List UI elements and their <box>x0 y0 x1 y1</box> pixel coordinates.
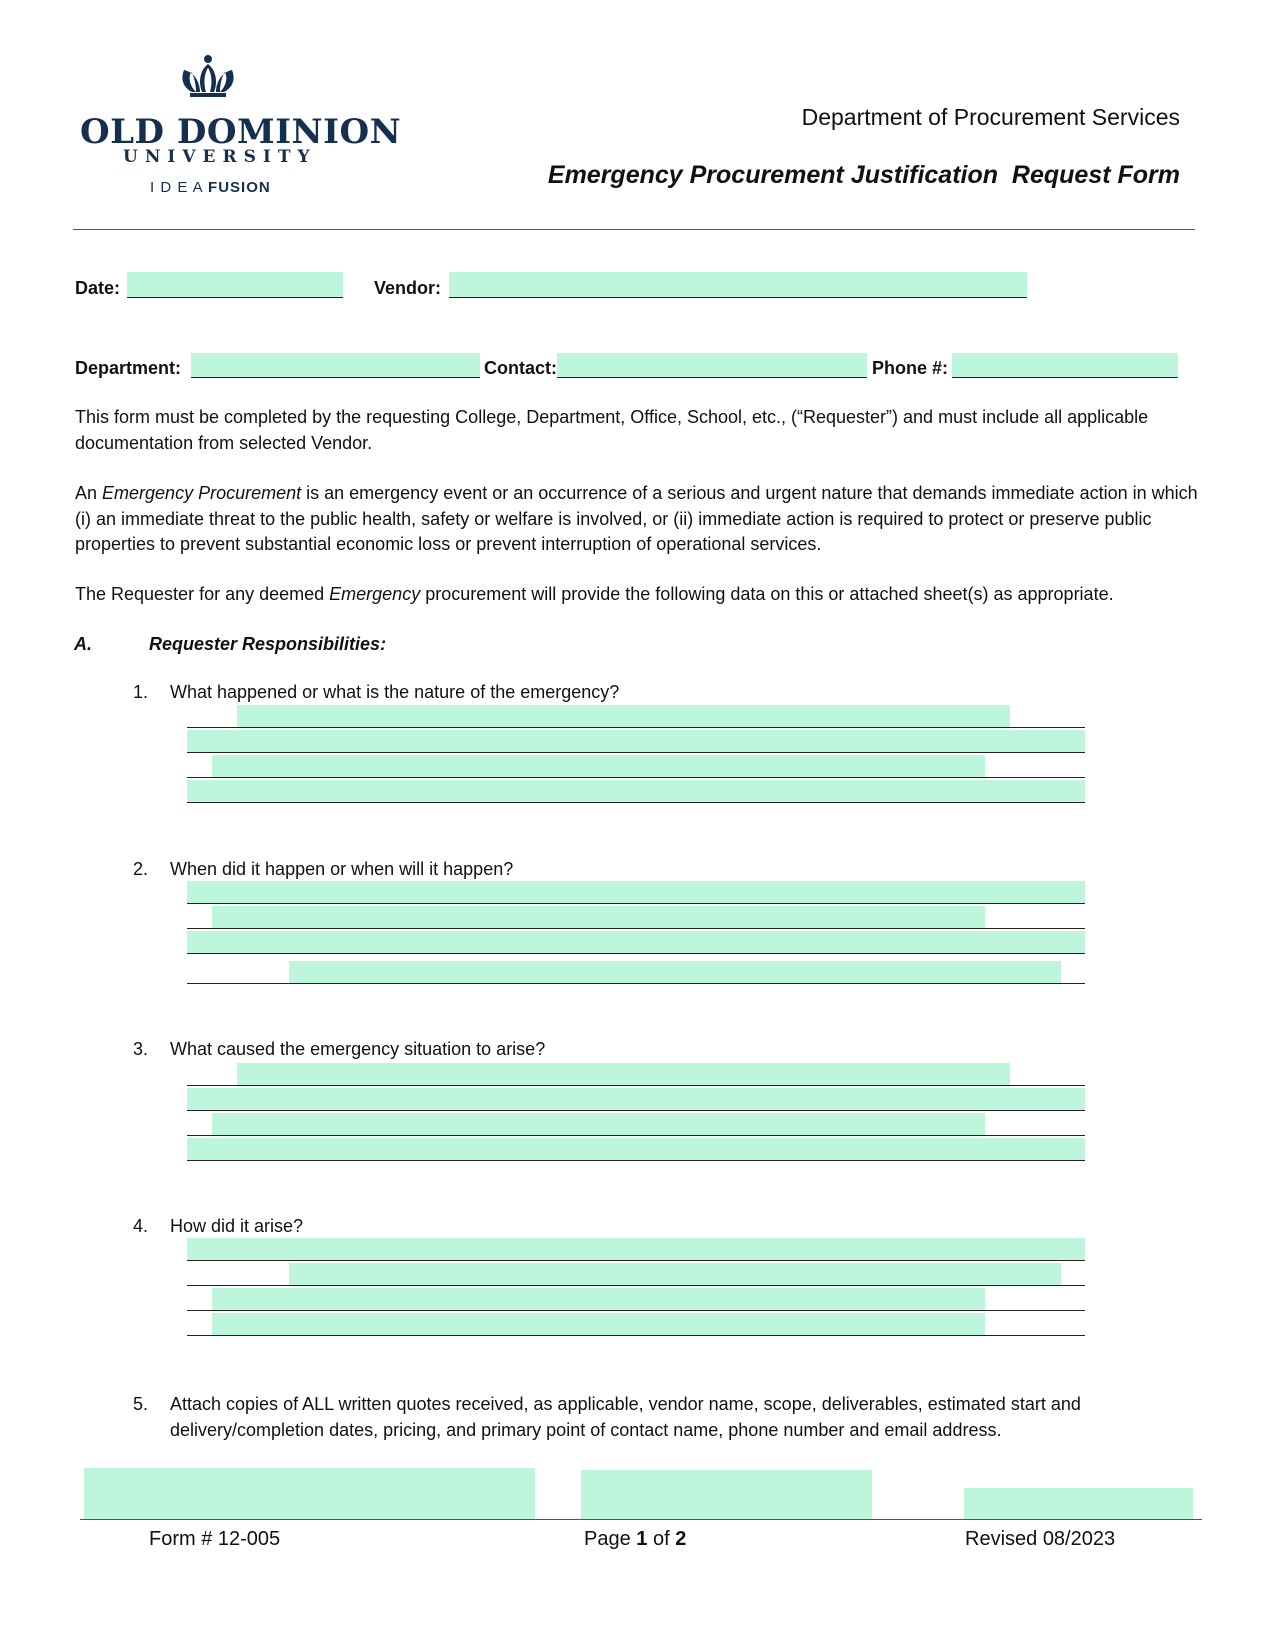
answer-line <box>187 1310 1085 1311</box>
p3-emphasis: Emergency <box>329 584 421 604</box>
phone-field[interactable] <box>952 353 1178 377</box>
footer-field-left[interactable] <box>84 1468 535 1519</box>
footer-field-right[interactable] <box>964 1488 1193 1519</box>
logo-tag-b: FUSION <box>208 179 271 196</box>
department-underline <box>191 377 480 378</box>
section-letter: A. <box>74 634 92 654</box>
answer-line <box>187 1285 1085 1286</box>
answer-line <box>187 928 1085 929</box>
page-of: of <box>647 1528 676 1550</box>
answer-line <box>187 1135 1085 1136</box>
logo-sub: UNIVERSITY <box>123 147 317 167</box>
date-underline <box>127 297 343 298</box>
department-field[interactable] <box>191 353 480 377</box>
answer-line <box>187 752 1085 753</box>
question-2-text: When did it happen or when will it happen? <box>170 859 514 879</box>
answer-line <box>187 802 1085 803</box>
answer-line <box>187 953 1085 954</box>
page-current: 1 <box>636 1528 648 1550</box>
question-1-text: What happened or what is the nature of the emergency? <box>170 682 620 702</box>
contact-label: Contact: <box>484 358 557 378</box>
question-4-number: 4. <box>133 1216 149 1236</box>
form-number: Form # 12-005 <box>149 1528 281 1550</box>
answer-line <box>187 1160 1085 1161</box>
answer-field[interactable] <box>187 780 1085 802</box>
question-3-number: 3. <box>133 1039 149 1059</box>
answer-line <box>187 983 1085 984</box>
answer-field[interactable] <box>187 881 1085 903</box>
revised-date: Revised 08/2023 <box>965 1528 1116 1550</box>
p2-text-b: is an emergency event or an occurrence of a serious and urgent nature that demands immediate action in which (i) an immediate threat to the public health, safety or welfare is involved, or (ii) immediate action is required to protect or preserve public properties to prevent substantial economic loss or prevent interruption of operational services. <box>75 483 1198 554</box>
vendor-label: Vendor: <box>374 278 442 298</box>
p3-text-a: The Requester for any deemed <box>75 584 330 604</box>
answer-line <box>187 1260 1085 1261</box>
answer-field[interactable] <box>187 1238 1085 1260</box>
logo-name: OLD DOMINION <box>80 112 402 152</box>
question-1-number: 1. <box>133 682 149 702</box>
question-5-text: Attach copies of ALL written quotes received, as applicable, vendor name, scope, deliverables, estimated start and delivery/completion dates, pricing, and primary point of contact name, phone number and email address. <box>170 1394 1081 1440</box>
answer-line <box>187 1085 1085 1086</box>
page-total: 2 <box>675 1528 687 1550</box>
answer-line <box>187 1110 1085 1111</box>
answer-field[interactable] <box>289 1263 1061 1285</box>
answer-field[interactable] <box>237 1063 1010 1085</box>
answer-field[interactable] <box>187 1088 1085 1110</box>
p2-text-a: An <box>75 483 103 503</box>
answer-field[interactable] <box>212 1288 985 1310</box>
answer-field[interactable] <box>212 755 985 777</box>
answer-line <box>187 1335 1085 1336</box>
question-2-number: 2. <box>133 859 149 879</box>
p3-text-b: procurement will provide the following data on this or attached sheet(s) as appropriate. <box>420 584 1114 604</box>
intro-paragraph-3 <box>75 582 1215 608</box>
crown-icon <box>178 54 238 100</box>
question-3-text: What caused the emergency situation to arise? <box>170 1039 546 1059</box>
footer-field-center[interactable] <box>581 1470 872 1519</box>
phone-label: Phone #: <box>872 358 949 378</box>
logo-tag-a: I D E A <box>150 179 203 196</box>
date-label: Date: <box>75 278 121 298</box>
date-field[interactable] <box>127 272 343 297</box>
answer-line <box>187 777 1085 778</box>
contact-underline <box>557 377 867 378</box>
page-prefix: Page <box>584 1528 637 1550</box>
answer-field[interactable] <box>187 1138 1085 1160</box>
form-title: Emergency Procurement Justification Request Form <box>547 161 1180 189</box>
question-4-text: How did it arise? <box>170 1216 304 1236</box>
section-title: Requester Responsibilities: <box>149 634 387 654</box>
answer-field[interactable] <box>212 1113 985 1135</box>
answer-field[interactable] <box>237 705 1010 727</box>
department-label: Department: <box>75 358 182 378</box>
contact-field[interactable] <box>557 353 867 377</box>
answer-line <box>187 903 1085 904</box>
answer-field[interactable] <box>187 730 1085 752</box>
answer-field[interactable] <box>289 961 1061 983</box>
p2-emphasis: Emergency Procurement <box>102 483 302 503</box>
question-5-number: 5. <box>133 1394 149 1414</box>
page-number <box>584 1526 686 1552</box>
intro-paragraph-1: This form must be completed by the requesting College, Department, Office, School, etc., (“Requester”) and must include all applicable documentation from selected Vendor. <box>75 407 1149 453</box>
answer-field[interactable] <box>212 1313 985 1335</box>
answer-field[interactable] <box>187 931 1085 953</box>
footer-divider <box>80 1519 1202 1520</box>
department-name: Department of Procurement Services <box>801 104 1180 130</box>
vendor-underline <box>449 297 1027 298</box>
answer-field[interactable] <box>212 906 985 928</box>
logo-tagline <box>150 179 271 196</box>
phone-underline <box>952 377 1178 378</box>
header-divider <box>73 229 1195 230</box>
answer-line <box>187 727 1085 728</box>
vendor-field[interactable] <box>449 272 1027 297</box>
intro-paragraph-2 <box>75 481 1215 558</box>
